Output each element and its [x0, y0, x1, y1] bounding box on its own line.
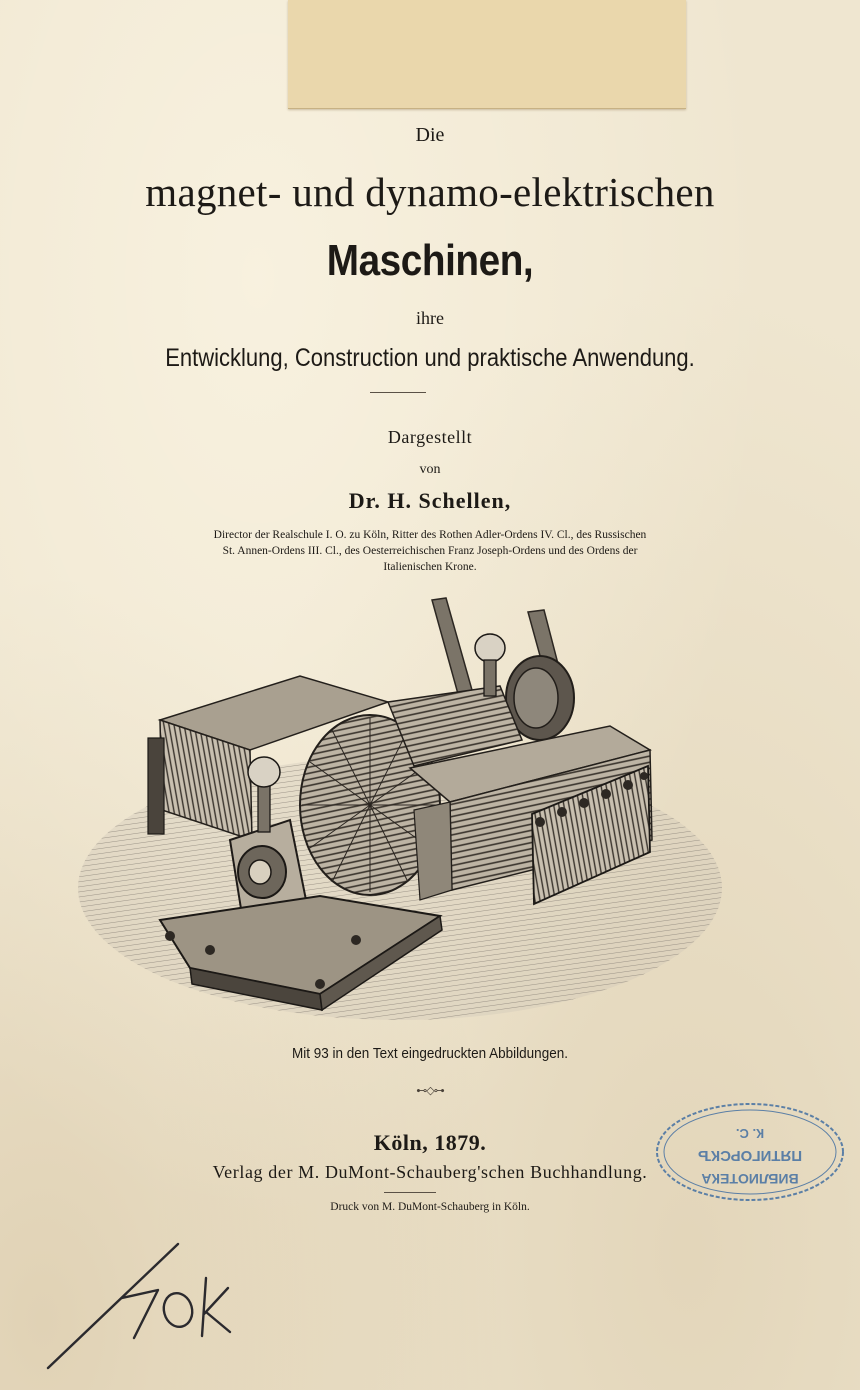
divider-rule: [384, 1192, 436, 1193]
library-stamp: [652, 1098, 848, 1206]
credentials-line: St. Annen-Ordens III. Cl., des Oesterreichischen Franz Joseph-Ordens und des Ordens der: [222, 545, 638, 557]
divider-rule: [370, 392, 426, 393]
title-maschinen: Maschinen,: [326, 236, 534, 285]
author-name: Dr. H. Schellen,: [348, 488, 512, 513]
terminal-knob: [475, 634, 505, 662]
main-title: magnet- und dynamo-elektrischen: [145, 169, 715, 215]
stamp-text: ПЯТИГОРСКЪ: [697, 1147, 803, 1164]
subtitle: Entwicklung, Construction und praktische Anwendung.: [165, 344, 695, 372]
printer-line: Druck von M. DuMont-Schauberg in Köln.: [330, 1201, 530, 1213]
terminal-knob: [248, 757, 280, 787]
credentials-line: Italienischen Krone.: [383, 561, 477, 573]
illustrations-note: Mit 93 in den Text eingedruckten Abbildungen.: [292, 1045, 568, 1062]
pasted-paper-slip: [288, 0, 686, 109]
credentials-line: Director der Realschule I. O. zu Köln, Ritter des Rothen Adler-Ordens IV. Cl., des Russischen: [213, 529, 647, 541]
place-year: Köln, 1879.: [373, 1130, 487, 1155]
machine-illustration: [70, 590, 730, 1030]
title-ihre: ihre: [416, 308, 444, 328]
handwritten-shelfmark: [30, 1228, 260, 1378]
stamp-text: К. С.: [735, 1126, 765, 1141]
ornament-divider: ⊷◇⊶: [416, 1085, 444, 1097]
dargestellt-label: Dargestellt: [387, 427, 473, 447]
author-credentials: [0, 527, 860, 575]
title-die: Die: [415, 124, 445, 146]
stamp-text: ВИБЛИОТЕКА: [701, 1171, 799, 1187]
brush-blade: [432, 598, 472, 694]
publisher: Verlag der M. DuMont-Schauberg'schen Buchhandlung.: [212, 1162, 648, 1182]
von-label: von: [419, 462, 441, 477]
